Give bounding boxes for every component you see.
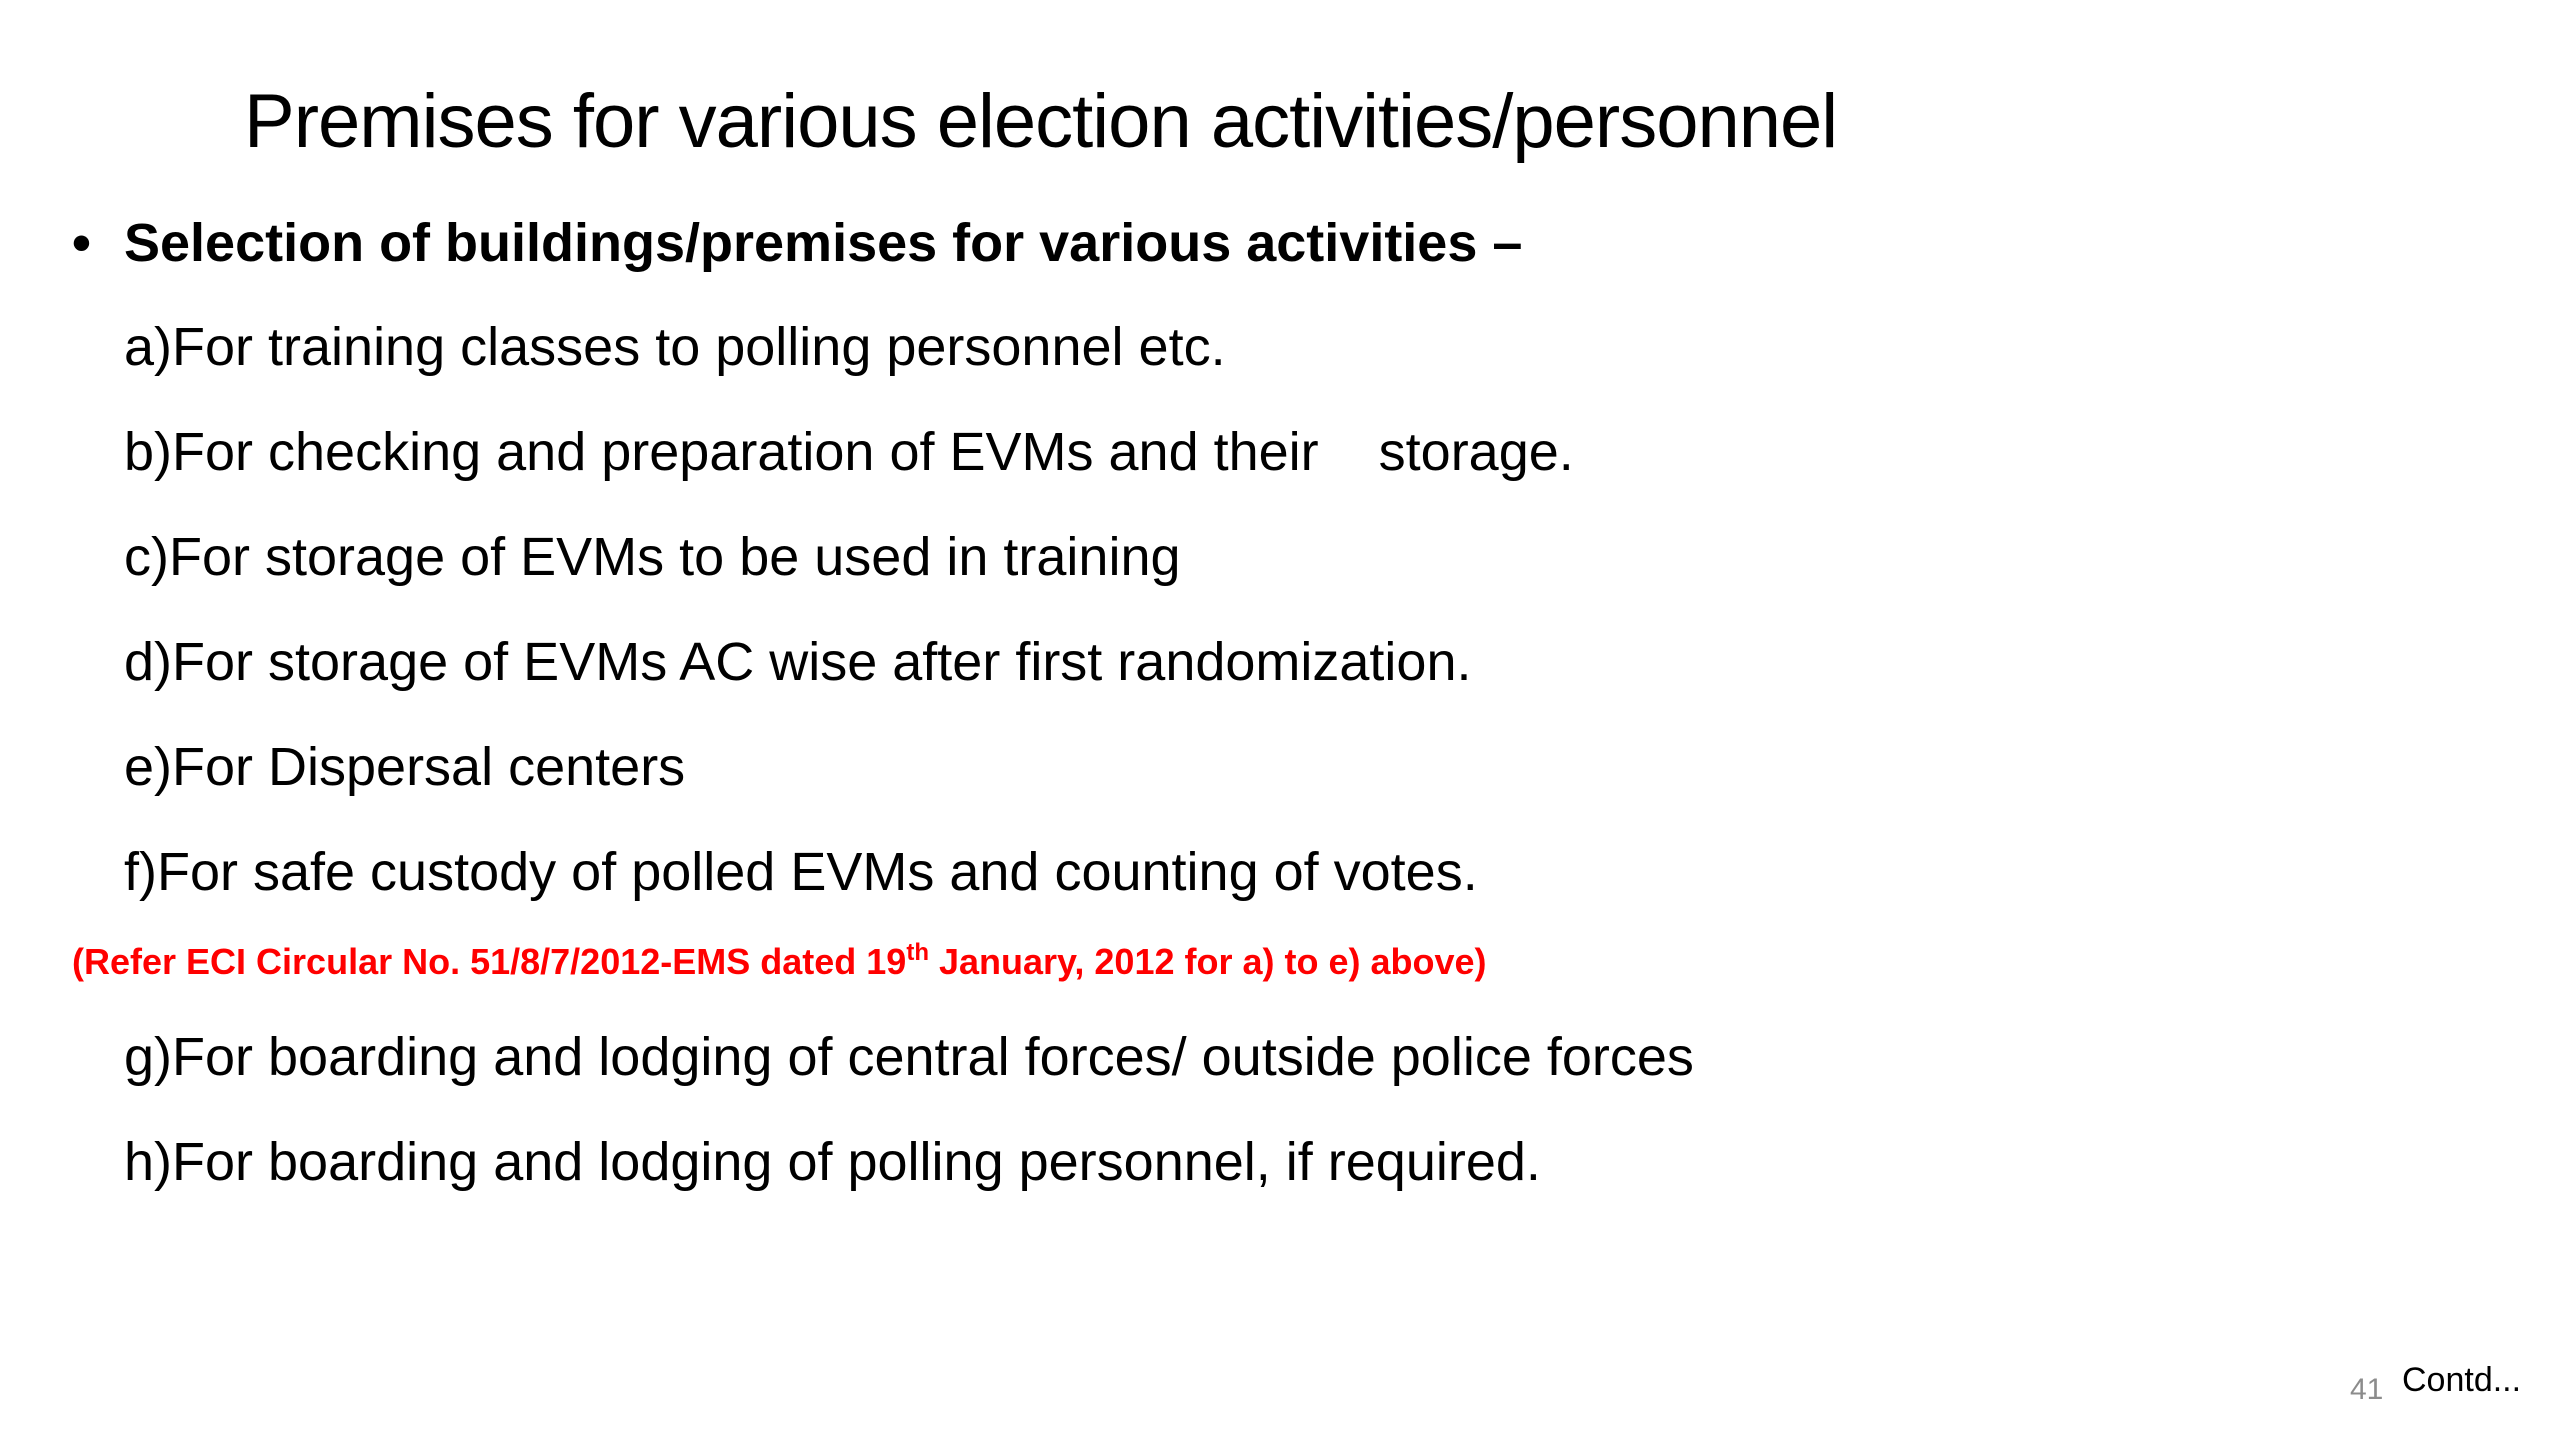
list-item-b-text-end: storage. <box>1378 422 1574 482</box>
reference-superscript: th <box>906 939 929 966</box>
list-item-g: g)For boarding and lodging of central forces/ outside police forces <box>124 1027 1694 1087</box>
continued-label: Contd... <box>2402 1361 2522 1399</box>
list-item-d: d)For storage of EVMs AC wise after first randomization. <box>124 632 1472 692</box>
list-item-h: h)For boarding and lodging of polling personnel, if required. <box>124 1132 1541 1192</box>
reference-text: (Refer ECI Circular No. 51/8/7/2012-EMS dated 19 <box>72 941 907 982</box>
reference-text-end: January, 2012 for a) to e) above) <box>928 941 1487 982</box>
reference-note <box>72 937 1487 987</box>
bullet-icon: • <box>72 213 91 273</box>
list-item-c: c)For storage of EVMs to be used in training <box>124 527 1181 587</box>
bullet-heading: Selection of buildings/premises for various activities – <box>124 213 1523 273</box>
page-number: 41 <box>2350 1373 2384 1406</box>
list-item-f: f)For safe custody of polled EVMs and counting of votes. <box>124 842 1478 902</box>
list-item-b-text: b)For checking and preparation of EVMs and their <box>124 422 1319 482</box>
list-item-b <box>124 417 1574 487</box>
list-item-e: e)For Dispersal centers <box>124 737 686 797</box>
list-item-a: a)For training classes to polling personnel etc. <box>124 317 1226 377</box>
slide-title: Premises for various election activities/personnel <box>244 79 1838 164</box>
bullet-heading-row <box>72 208 1522 278</box>
